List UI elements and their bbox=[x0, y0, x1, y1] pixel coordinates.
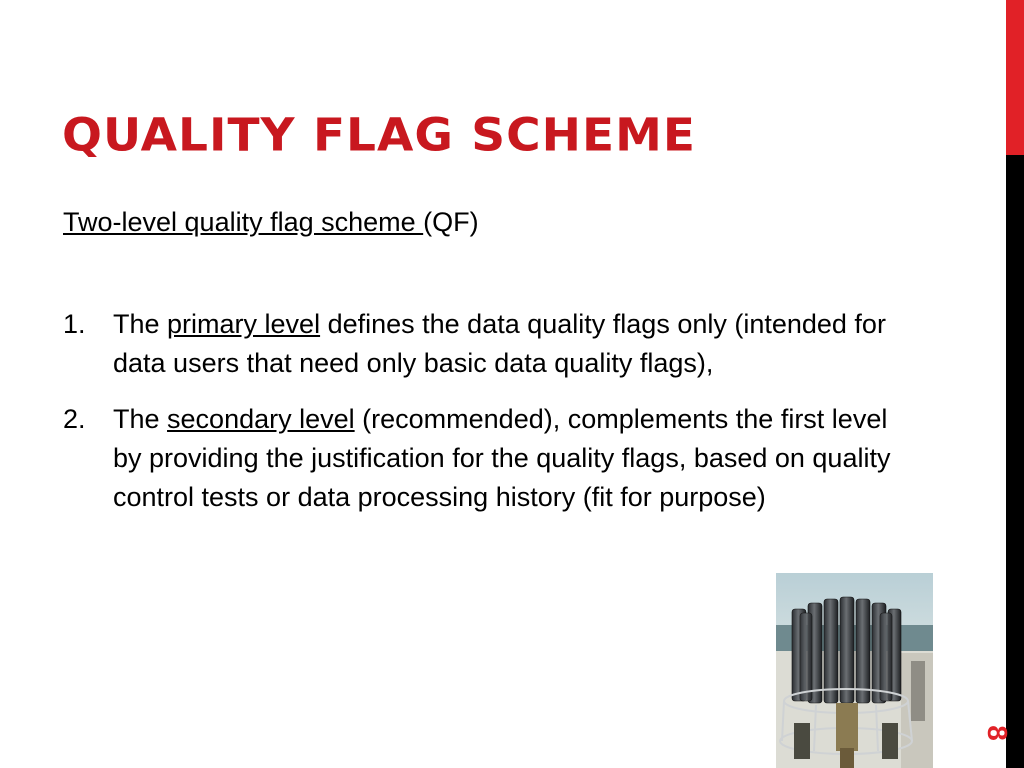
ctd-rosette-photo bbox=[776, 573, 933, 768]
list-item bbox=[63, 305, 903, 383]
list-highlight: primary level bbox=[167, 309, 321, 339]
page-number: 8 bbox=[982, 725, 1013, 741]
ctd-rosette-icon bbox=[776, 573, 933, 768]
side-accent-bar-black bbox=[1006, 155, 1024, 768]
list-highlight: secondary level bbox=[167, 404, 355, 434]
list-text-after: (recommended), complements the first level by providing the justification for the quality flags, based on quality control tests or data processing history (fit for purpose) bbox=[113, 404, 891, 512]
subtitle-underlined: Two-level quality flag scheme bbox=[63, 207, 424, 237]
list-text-after: defines the data quality flags only (intended for data users that need only basic data quality flags), bbox=[113, 309, 886, 378]
subtitle-rest: (QF) bbox=[423, 207, 479, 237]
list-number: 1. bbox=[63, 309, 86, 339]
list-number: 2. bbox=[63, 404, 86, 434]
list-item bbox=[63, 400, 903, 517]
side-accent-bar-red bbox=[1006, 0, 1024, 155]
list-text-before: The bbox=[113, 309, 168, 339]
slide-title: QUALITY FLAG SCHEME bbox=[62, 108, 696, 163]
slide-subtitle bbox=[63, 207, 479, 238]
bullet-list bbox=[63, 305, 903, 517]
list-text-before: The bbox=[113, 404, 168, 434]
